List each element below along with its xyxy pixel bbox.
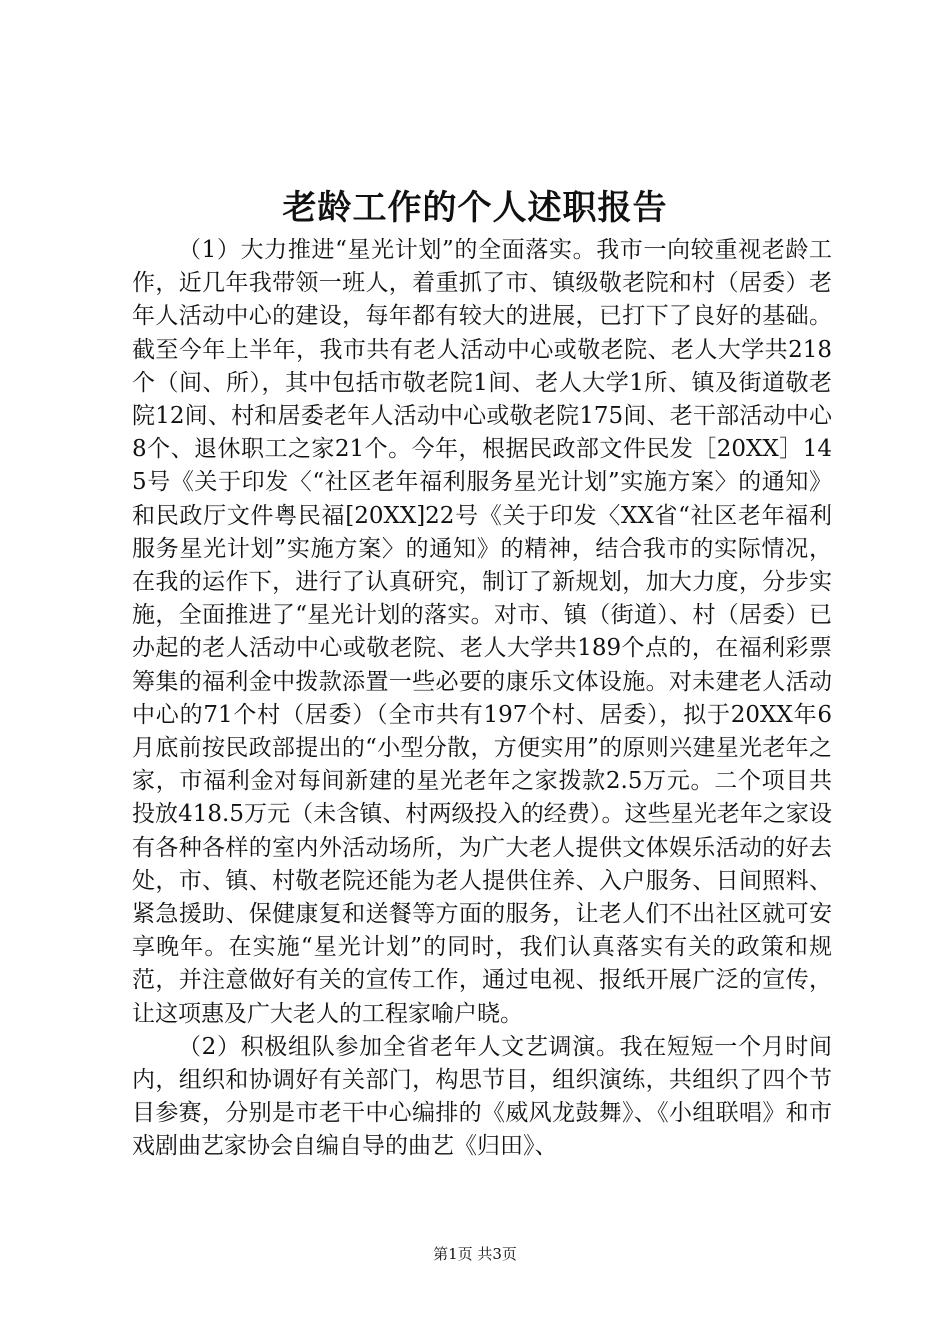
document-body: [132, 234, 832, 1164]
paragraph-2: （2）积极组队参加全省老年人文艺调演。我在短短一个月时间内，组织和协调好有关部门，构思节目，组织演练，共组织了四个节目参赛，分别是市老干中心编排的《威风龙鼓舞》、《小组联唱》和市戏剧曲艺家协会自编自导的曲艺《归田》、: [132, 1033, 832, 1160]
page-footer: 第1页 共3页: [433, 1245, 517, 1263]
document-title: 老龄工作的个人述职报告: [282, 188, 668, 228]
paragraph-1: （1）大力推进“星光计划”的全面落实。我市一向较重视老龄工作，近几年我带领一班人，着重抓了市、镇级敬老院和村（居委）老年人活动中心的建设，每年都有较大的进展，已打下了良好的基础。截至今年上半年，我市共有老人活动中心或敬老院、老人大学共218个（间、所），其中包括市敬老院1间、老人大学1所、镇及街道敬老院12间、村和居委老年人活动中心或敬老院175间、老干部活动中心8个、退休职工之家21个。今年，根据民政部文件民发［20XX］145号《关于印发〈“社区老年福利服务星光计划”实施方案〉的通知》和民政厅文件粤民福[20XX]22号《关于印发〈XX省“社区老年福利服务星光计划”实施方案〉的通知》的精神，结合我市的实际情况，在我的运作下，进行了认真研究，制订了新规划，加大力度，分步实施，全面推进了“星光计划的落实。对市、镇（街道）、村（居委）已办起的老人活动中心或敬老院、老人大学共189个点的，在福利彩票筹集的福利金中拨款添置一些必要的康乐文体设施。对未建老人活动中心的71个村（居委）（全市共有197个村、居委），拟于20XX年6月底前按民政部提出的“小型分散，方便实用”的原则兴建星光老年之家，市福利金对每间新建的星光老年之家拨款2.5万元。二个项目共投放418.5万元（未含镇、村两级投入的经费）。这些星光老年之家设有各种各样的室内外活动场所，为广大老人提供文体娱乐活动的好去处，市、镇、村敬老院还能为老人提供住养、入户服务、日间照料、紧急援助、保健康复和送餐等方面的服务，让老人们不出社区就可安享晚年。在实施“星光计划”的同时，我们认真落实有关的政策和规范，并注意做好有关的宣传工作，通过电视、报纸开展广泛的宣传，让这项惠及广大老人的工程家喻户晓。: [132, 237, 832, 1027]
